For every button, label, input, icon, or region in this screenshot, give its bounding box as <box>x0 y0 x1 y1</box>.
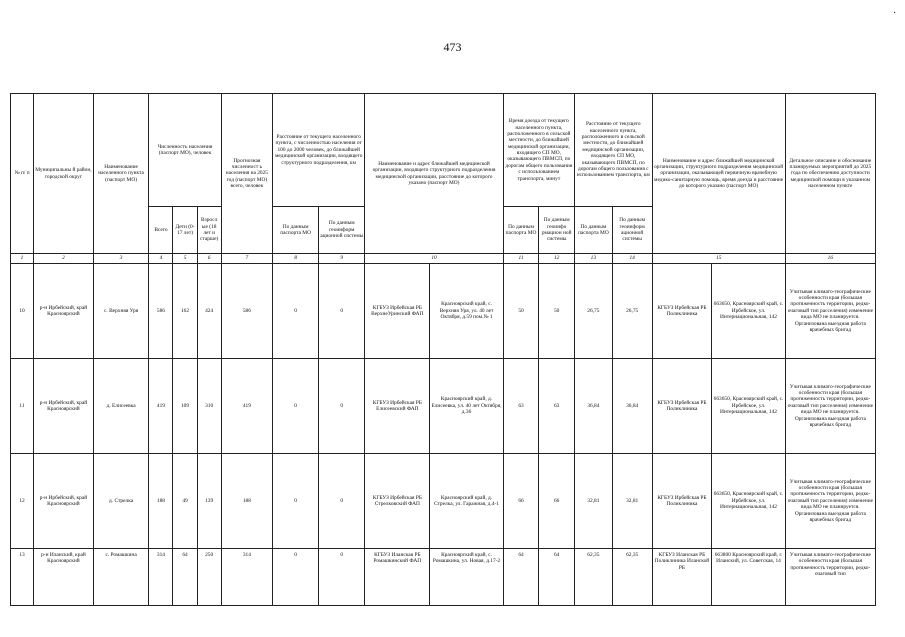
column-number: 4 <box>149 254 173 264</box>
row-pop-adults: 139 <box>197 454 221 549</box>
header-km-by-geo: По данным геоинформ ационной системы <box>612 207 652 254</box>
row-pop-children: 49 <box>173 454 197 549</box>
column-number: 15 <box>652 254 785 264</box>
column-number: 11 <box>503 254 539 264</box>
row-time-geo: 63 <box>539 359 575 454</box>
header-nearest-primary: Наименование и адрес ближайшей медицинской организации, структурного подразделения медицинской организации, оказывающей первичную врачебную медико-санитарную помощь, время доезда и расстояние до которого указано (паспорт МО) <box>652 94 785 254</box>
column-number: 8 <box>273 254 319 264</box>
row-num: 11 <box>11 359 34 454</box>
row-primary-address: 663650, Красноярский край, с. Ирбейское, ул. Интернациональная, 142 <box>712 264 785 359</box>
column-number: 14 <box>612 254 652 264</box>
row-settlement: д. Стрелка <box>93 454 149 549</box>
header-dist-by-geo: По данным геоинформ ационной системы <box>319 207 365 254</box>
table-row <box>11 359 876 454</box>
column-number: 7 <box>221 254 272 264</box>
row-dist-mo: 0 <box>273 264 319 359</box>
row-primary-name: КГБУЗ Ирбейская РБ Поликлиника <box>652 454 712 549</box>
row-pop-adults: 250 <box>197 549 221 606</box>
row-time-mo: 66 <box>503 454 539 549</box>
header-dist-by-mo: По данным паспорта МО <box>273 207 319 254</box>
table-row <box>11 549 876 606</box>
row-forecast: 419 <box>221 359 272 454</box>
header-row-1 <box>11 94 876 207</box>
row-municipality: р-н Ирбейский, край Красноярский <box>34 454 94 549</box>
row-settlement: д. Елисеевка <box>93 359 149 454</box>
header-forecast: Прогнозная численност ь населения на 2025 год (паспорт МО) всего, человек <box>221 94 272 254</box>
row-pop-total: 314 <box>149 549 173 606</box>
header-population: Численность населения (паспорт МО), человек <box>149 94 221 207</box>
row-primary-address: 663800 Красноярский край, г. Иланский, ул. Советская, 14 <box>712 549 785 606</box>
column-number: 16 <box>785 254 875 264</box>
row-primary-address: 663650, Красноярский край, с. Ирбейское, ул. Интернациональная, 142 <box>712 359 785 454</box>
header-details: Детальное описание и обоснование планируемых мероприятий до 2025 года по обеспечению доступности медицинской помощи в указанном населенном пункте <box>785 94 875 254</box>
corner-mark: · <box>893 8 897 19</box>
column-number: 6 <box>197 254 221 264</box>
row-pop-children: 162 <box>173 264 197 359</box>
row-forecast: 314 <box>221 549 272 606</box>
row-dist-mo: 0 <box>273 454 319 549</box>
row-notes: Учитывая климато-географические особенности края (большая протяженность территории, редко-очаговый тип расселения) изменение вида МО не планируется. Организована выездная работа врачебных бригад <box>785 359 875 454</box>
row-km-mo: 62,35 <box>575 549 613 606</box>
row-settlement: с. Верхняя Уря <box>93 264 149 359</box>
row-org-name: КГБУЗ Ирбейская РБ Елисеевский ФАП <box>365 359 430 454</box>
row-org-name: КГБУЗ Иланская РБ Ромашкинский ФАП <box>365 549 430 606</box>
row-km-geo: 32,81 <box>612 454 652 549</box>
column-number-row <box>11 254 876 264</box>
table-row <box>11 264 876 359</box>
row-pop-total: 586 <box>149 264 173 359</box>
column-number: 12 <box>539 254 575 264</box>
row-org-address: Красноярский край, с. Ромашкина, ул. Новая, д.17-2 <box>430 549 503 606</box>
row-dist-mo: 0 <box>273 359 319 454</box>
row-km-geo: 26,75 <box>612 264 652 359</box>
row-time-mo: 63 <box>503 359 539 454</box>
header-nearest-org: Наименование и адрес ближайшей медицинской организации, входящего структурного подразделения медицинской организации, расстояние до которого указано (паспорт МО) <box>365 94 503 254</box>
row-time-geo: 50 <box>539 264 575 359</box>
table-row <box>11 454 876 549</box>
row-org-address: Красноярский край, д. Елисеевка, ул. 40 лет Октября, д.36 <box>430 359 503 454</box>
row-dist-geo: 0 <box>319 359 365 454</box>
row-pop-total: 188 <box>149 454 173 549</box>
row-municipality: р-н Иланский, край Красноярский <box>34 549 94 606</box>
row-pop-children: 109 <box>173 359 197 454</box>
row-primary-name: КГБУЗ Ирбейская РБ Поликлиника <box>652 264 712 359</box>
row-km-mo: 36,84 <box>575 359 613 454</box>
row-primary-name: КГБУЗ Ирбейская РБ Поликлиника <box>652 359 712 454</box>
row-km-mo: 32,81 <box>575 454 613 549</box>
row-pop-children: 64 <box>173 549 197 606</box>
row-km-geo: 62,35 <box>612 549 652 606</box>
column-number: 5 <box>173 254 197 264</box>
row-time-geo: 64 <box>539 549 575 606</box>
row-num: 12 <box>11 454 34 549</box>
row-municipality: р-н Ирбейский, край Красноярский <box>34 264 94 359</box>
column-number: 10 <box>365 254 503 264</box>
medical-access-table <box>10 93 876 606</box>
row-dist-geo: 0 <box>319 454 365 549</box>
row-forecast: 586 <box>221 264 272 359</box>
header-num: № п/ п <box>11 94 34 254</box>
row-org-address: Красноярский край, д. Стрелка, ул. Гаражная, д.4-1 <box>430 454 503 549</box>
header-pop-adults: Взросл ые (18 лет и старше) <box>197 207 221 254</box>
row-org-address: Красноярский край, с. Верхняя Уря, ул. 40 лет Октября, д.59 пом.№ 1 <box>430 264 503 359</box>
row-org-name: КГБУЗ Ирбейская РБ Стрелковский ФАП <box>365 454 430 549</box>
column-number: 2 <box>34 254 94 264</box>
row-pop-adults: 310 <box>197 359 221 454</box>
row-settlement: с. Ромашкина <box>93 549 149 606</box>
header-settlement: Наименование населенного пункта (паспорт МО) <box>93 94 149 254</box>
header-distance-100: Расстояние от текущего населенного пункта, с численностью населения от 100 до 2000 человек, до ближайшей медицинской организации, входящего структурного подразделения, км <box>273 94 365 207</box>
row-primary-address: 663650, Красноярский край, с. Ирбейское, ул. Интернациональная, 142 <box>712 454 785 549</box>
row-notes: Учитывая климато-географические особенности края (большая протяженность территории, редко-очаговый тип расселения) изменение вида МО не планируется. Организована выездная работа врачебных бригад <box>785 454 875 549</box>
row-primary-name: КГБУЗ Иланская РБ Поликлиника Иланской РБ <box>652 549 712 606</box>
row-dist-geo: 0 <box>319 549 365 606</box>
page-number: 473 <box>443 40 462 54</box>
header-distance-pvmsp: Расстояние от текущего населенного пункта, расположенного в сельской местности, до ближайшей медицинской организации, входящего СП МО, оказывающего ПВМСП, по дорогам общего пользования с использованием транспорта, км <box>575 94 653 207</box>
header-pop-children: Дети (0-17 лет) <box>173 207 197 254</box>
row-km-mo: 26,75 <box>575 264 613 359</box>
row-num: 13 <box>11 549 34 606</box>
row-time-mo: 64 <box>503 549 539 606</box>
header-km-by-mo: По данным паспорта МО <box>575 207 613 254</box>
header-time-by-geo: По данным геоинфо рмацион ной системы <box>539 207 575 254</box>
row-dist-geo: 0 <box>319 264 365 359</box>
column-number: 3 <box>93 254 149 264</box>
header-travel-time: Время доезда от текущего населенного пункта, расположенного в сельской местности, до ближайшей медицинской организации, входящего СП МО, оказывающего ПВМСП, по дорогам общего пользования с использованием транспорта, минут <box>503 94 574 207</box>
column-number: 9 <box>319 254 365 264</box>
row-dist-mo: 0 <box>273 549 319 606</box>
row-num: 10 <box>11 264 34 359</box>
row-notes: Учитывая климато-географические особенности края (большая протяженность территории, редко-очаговый тип расселения) изменение вида МО не планируется. Организована выездная работа врачебных бригад <box>785 264 875 359</box>
header-municipality: Муниципальны й район, городской округ <box>34 94 94 254</box>
row-org-name: КГБУЗ Ирбейская РБ ВерхнеУринский ФАП <box>365 264 430 359</box>
row-time-geo: 66 <box>539 454 575 549</box>
header-pop-total: Всего <box>149 207 173 254</box>
row-municipality: р-н Ирбейский, край Красноярский <box>34 359 94 454</box>
column-number: 1 <box>11 254 34 264</box>
row-time-mo: 50 <box>503 264 539 359</box>
row-km-geo: 36,84 <box>612 359 652 454</box>
row-pop-adults: 424 <box>197 264 221 359</box>
row-forecast: 188 <box>221 454 272 549</box>
row-pop-total: 419 <box>149 359 173 454</box>
column-number: 13 <box>575 254 613 264</box>
row-notes: Учитывая климато-географические особенности края (большая протяженность территории, редко-очаговый тип <box>785 549 875 606</box>
header-time-by-mo: По данным паспорта МО <box>503 207 539 254</box>
